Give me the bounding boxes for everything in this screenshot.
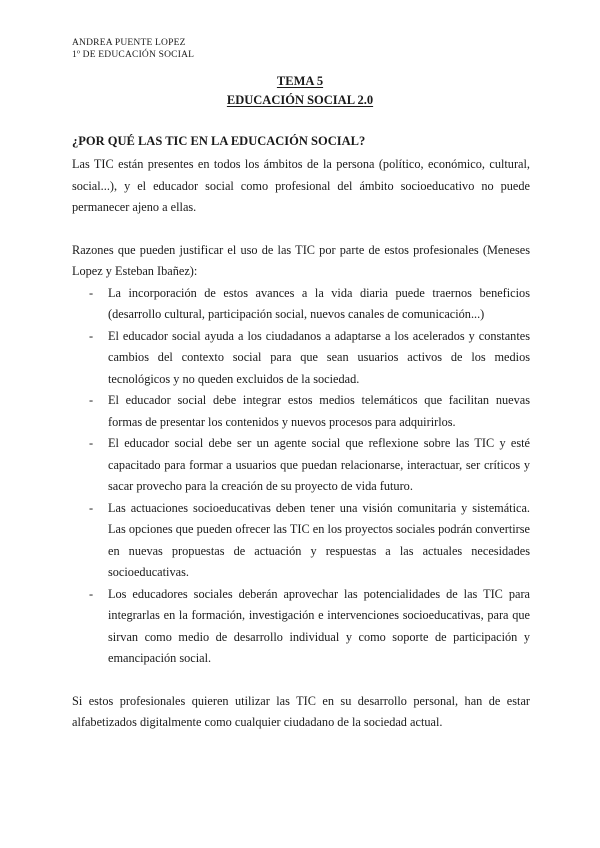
bullet-dash: - — [89, 285, 94, 300]
section-heading: ¿POR QUÉ LAS TIC EN LA EDUCACIÓN SOCIAL? — [72, 134, 366, 148]
bullet-dash: - — [89, 586, 94, 601]
intro-paragraph: Las TIC están presentes en todos los ámbitos de la persona (político, económico, cultural, social...), y el educador social como profesional del ámbito socioeducativo no puede permanecer ajeno a ellas. — [72, 157, 530, 214]
page-header — [72, 37, 194, 61]
header-author: ANDREA PUENTE LOPEZ — [72, 38, 186, 48]
list-item-text: El educador social debe integrar estos medios telemáticos que facilitan nuevas formas de presentar los contenidos y nuevos procesos para adquirirlos. — [108, 393, 530, 429]
header-course: 1º DE EDUCACIÓN SOCIAL — [72, 50, 195, 60]
reasons-list — [72, 283, 530, 670]
bullet-dash: - — [89, 500, 94, 515]
list-item — [72, 433, 530, 498]
list-item — [72, 326, 530, 391]
bullet-dash: - — [89, 436, 94, 450]
bullet-dash: - — [89, 393, 94, 407]
list-item-text: Las actuaciones socioeducativas deben tener una visión comunitaria y sistemática. Las opciones que pueden ofrecer las TIC en los proyectos sociales podrán convertirse en nuevas propuestas de actuación y respuestas a las actuales necesidades socioeducativas. — [108, 500, 530, 579]
list-item-text: El educador social debe ser un agente social que reflexione sobre las TIC y esté capacitado para formar a usuarios que puedan relacionarse, interactuar, ser críticos y sacar provecho para la creación de su proyecto de vida futuro. — [108, 436, 530, 493]
list-item — [72, 390, 530, 433]
list-item — [72, 283, 530, 326]
conclusion-paragraph: Si estos profesionales quieren utilizar las TIC en su desarrollo personal, han de estar alfabetizados digitalmente como cualquier ciudadano de la sociedad actual. — [72, 693, 530, 729]
document-title — [0, 72, 600, 110]
reasons-intro-paragraph: Razones que pueden justificar el uso de las TIC por parte de estos profesionales (Meneses Lopez y Esteban Ibañez): — [72, 242, 530, 278]
paragraph-spacer — [72, 670, 530, 691]
list-item-text: Los educadores sociales deberán aprovechar las potencialidades de las TIC para integrarlas en la formación, investigación e intervenciones socioeducativas, para que sirvan como medio de desarrollo individual y como soporte de participación y emancipación social. — [108, 586, 530, 665]
list-item-text: La incorporación de estos avances a la vida diaria puede traernos beneficios (desarrollo cultural, participación social, nuevos canales de comunicación...) — [108, 285, 530, 321]
title-subject: EDUCACIÓN SOCIAL 2.0 — [226, 93, 374, 107]
list-item — [72, 584, 530, 670]
title-topic: TEMA 5 — [276, 74, 324, 88]
bullet-dash: - — [89, 328, 94, 343]
paragraph-spacer — [72, 219, 530, 240]
document-body — [72, 132, 530, 734]
list-item — [72, 498, 530, 584]
list-item-text: El educador social ayuda a los ciudadanos a adaptarse a los acelerados y constantes cambios del contexto social para que sean usuarios activos de los medios tecnológicos y no queden excluidos de la sociedad. — [108, 328, 530, 386]
